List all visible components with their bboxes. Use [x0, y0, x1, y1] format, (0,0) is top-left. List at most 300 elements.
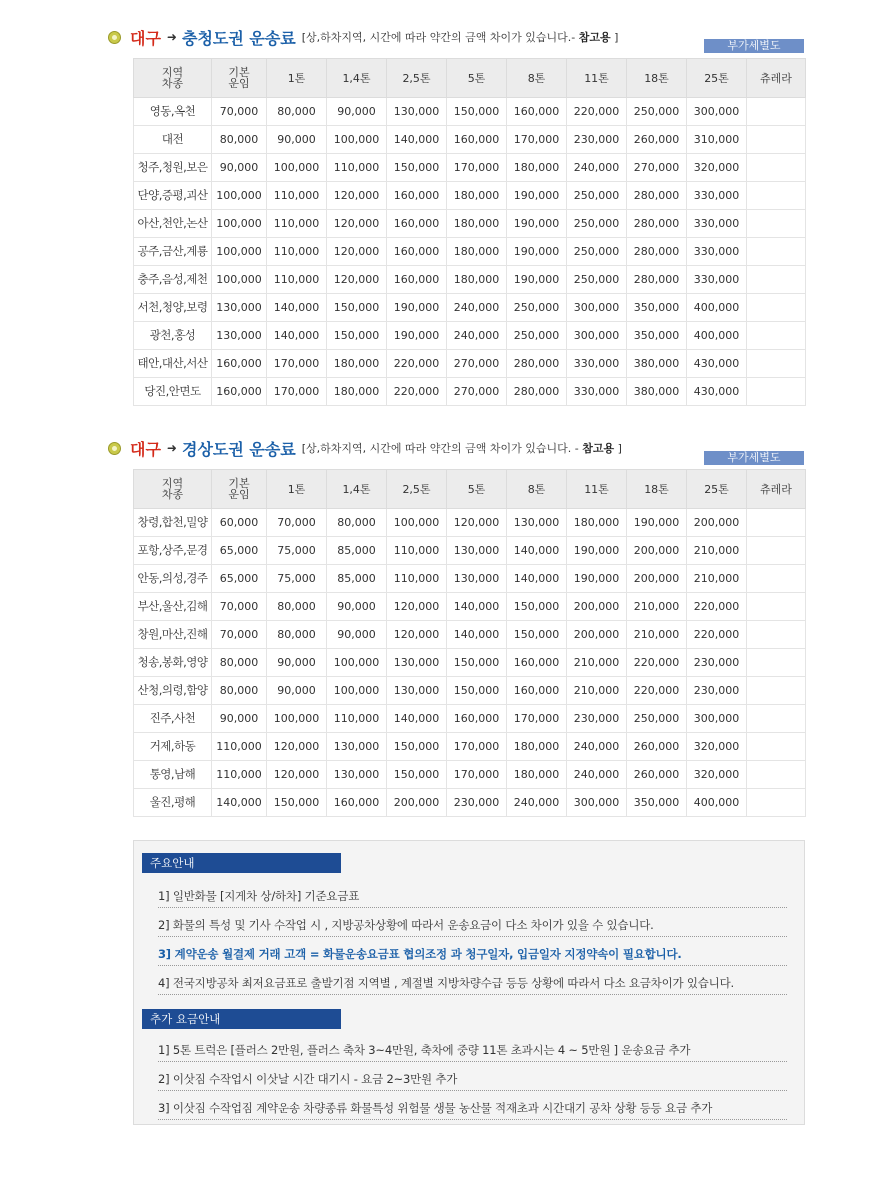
rate-cell: 190,000	[507, 182, 567, 210]
rate-cell: 130,000	[387, 649, 447, 677]
rate-cell: 140,000	[447, 621, 507, 649]
rate-cell: 70,000	[267, 509, 327, 537]
rate-cell: 240,000	[567, 154, 627, 182]
table-row	[134, 789, 806, 817]
rate-cell: 60,000	[212, 509, 267, 537]
rate-cell: 150,000	[327, 322, 387, 350]
rate-cell: 270,000	[627, 154, 687, 182]
rate-cell: 240,000	[567, 733, 627, 761]
origin-city: 대구	[130, 439, 161, 459]
rate-cell: 100,000	[267, 705, 327, 733]
rate-cell: 260,000	[627, 761, 687, 789]
rate-cell: 140,000	[387, 705, 447, 733]
rate-cell: 150,000	[447, 677, 507, 705]
rate-cell: 260,000	[627, 733, 687, 761]
column-header: 2,5톤	[387, 470, 447, 509]
bullet-icon	[108, 31, 121, 44]
rate-cell: 350,000	[627, 789, 687, 817]
column-header: 18톤	[627, 470, 687, 509]
rate-cell	[747, 154, 806, 182]
rate-cell: 210,000	[627, 621, 687, 649]
column-header: 츄레라	[747, 470, 806, 509]
rate-cell: 120,000	[327, 210, 387, 238]
rate-cell: 170,000	[507, 126, 567, 154]
rate-cell: 240,000	[447, 294, 507, 322]
rate-cell: 330,000	[687, 238, 747, 266]
rate-cell: 110,000	[387, 537, 447, 565]
rate-cell: 230,000	[447, 789, 507, 817]
rate-cell	[747, 210, 806, 238]
rate-cell: 100,000	[327, 126, 387, 154]
rate-cell: 90,000	[267, 126, 327, 154]
rate-cell: 90,000	[327, 593, 387, 621]
rate-cell	[747, 126, 806, 154]
table-row	[134, 322, 806, 350]
rate-cell: 140,000	[387, 126, 447, 154]
rate-cell: 220,000	[387, 378, 447, 406]
rate-cell: 400,000	[687, 789, 747, 817]
rate-cell: 180,000	[327, 378, 387, 406]
area-cell: 충주,음성,제천	[134, 266, 212, 294]
table-row	[134, 266, 806, 294]
rate-cell: 190,000	[507, 238, 567, 266]
rate-cell: 100,000	[267, 154, 327, 182]
rate-cell: 150,000	[447, 649, 507, 677]
rate-cell: 190,000	[627, 509, 687, 537]
rate-cell: 250,000	[627, 705, 687, 733]
rate-cell: 75,000	[267, 565, 327, 593]
rate-cell: 170,000	[447, 733, 507, 761]
rate-cell: 140,000	[267, 294, 327, 322]
rate-cell: 300,000	[567, 789, 627, 817]
rate-cell: 430,000	[687, 350, 747, 378]
main-notice-item: 1] 일반화물 [지게차 상/하차] 기준요금표	[158, 888, 787, 908]
rate-cell: 380,000	[627, 350, 687, 378]
rate-cell: 150,000	[387, 733, 447, 761]
rate-cell: 90,000	[267, 677, 327, 705]
rate-cell: 130,000	[387, 98, 447, 126]
column-header: 지역 차종	[134, 470, 212, 509]
rate-cell	[747, 789, 806, 817]
rate-cell	[747, 565, 806, 593]
area-cell: 통영,남해	[134, 761, 212, 789]
rate-cell: 100,000	[327, 677, 387, 705]
rate-cell: 170,000	[267, 350, 327, 378]
table-row	[134, 294, 806, 322]
area-cell: 광천,홍성	[134, 322, 212, 350]
rate-cell: 120,000	[267, 761, 327, 789]
rate-cell: 70,000	[212, 593, 267, 621]
rate-cell: 210,000	[567, 677, 627, 705]
area-cell: 청송,봉화,영양	[134, 649, 212, 677]
rate-cell: 210,000	[567, 649, 627, 677]
rate-cell: 120,000	[327, 266, 387, 294]
rate-cell: 220,000	[687, 621, 747, 649]
area-cell: 당진,안면도	[134, 378, 212, 406]
table-row	[134, 378, 806, 406]
rate-cell: 160,000	[447, 126, 507, 154]
table-row	[134, 593, 806, 621]
rate-cell: 130,000	[507, 509, 567, 537]
column-header: 1,4톤	[327, 59, 387, 98]
rate-cell: 250,000	[627, 98, 687, 126]
rate-cell: 70,000	[212, 98, 267, 126]
rate-cell: 310,000	[687, 126, 747, 154]
rate-cell	[747, 593, 806, 621]
rate-cell: 350,000	[627, 322, 687, 350]
rate-cell: 100,000	[212, 266, 267, 294]
rate-cell: 80,000	[327, 509, 387, 537]
main-notice-item: 2] 화물의 특성 및 기사 수작업 시 , 지방공차상황에 따라서 운송요금이 다소 차이가 있을 수 있습니다.	[158, 917, 787, 937]
rate-cell: 80,000	[212, 649, 267, 677]
table-row	[134, 677, 806, 705]
rate-cell: 160,000	[387, 182, 447, 210]
rate-cell: 200,000	[627, 537, 687, 565]
column-header: 1톤	[267, 470, 327, 509]
main-notice-item: 4] 전국지방공차 최저요금표로 출발기점 지역별 , 계절별 지방차량수급 등등 상황에 따라서 다소 요금차이가 있습니다.	[158, 975, 787, 995]
column-header: 기본 운임	[212, 470, 267, 509]
rate-cell: 90,000	[327, 621, 387, 649]
rate-cell: 80,000	[267, 593, 327, 621]
rate-cell: 100,000	[212, 210, 267, 238]
vat-excluded-badge: 부가세별도	[704, 39, 804, 53]
table-row	[134, 126, 806, 154]
area-cell: 울진,평해	[134, 789, 212, 817]
rate-cell: 120,000	[327, 182, 387, 210]
rate-cell: 250,000	[567, 266, 627, 294]
rate-cell: 140,000	[507, 565, 567, 593]
rate-cell: 110,000	[267, 238, 327, 266]
rate-cell	[747, 705, 806, 733]
rate-cell: 120,000	[387, 621, 447, 649]
rate-cell	[747, 621, 806, 649]
rate-cell: 280,000	[627, 266, 687, 294]
rate-cell: 160,000	[387, 266, 447, 294]
vat-excluded-badge: 부가세별도	[704, 451, 804, 465]
rate-cell: 190,000	[567, 565, 627, 593]
column-header: 2,5톤	[387, 59, 447, 98]
main-notice-item: 3] 계약운송 월결제 거래 고객 = 화물운송요금표 협의조정 과 청구일자, 입금일자 지정약속이 필요합니다.	[158, 946, 787, 966]
table-row	[134, 733, 806, 761]
rate-cell: 270,000	[447, 350, 507, 378]
table-row	[134, 705, 806, 733]
area-cell: 거제,하동	[134, 733, 212, 761]
rate-cell: 90,000	[212, 154, 267, 182]
bullet-icon	[108, 442, 121, 455]
rate-cell: 150,000	[267, 789, 327, 817]
rate-cell: 320,000	[687, 733, 747, 761]
rate-cell	[747, 322, 806, 350]
rate-cell: 90,000	[212, 705, 267, 733]
column-header: 25톤	[687, 59, 747, 98]
rate-cell: 100,000	[387, 509, 447, 537]
rate-cell	[747, 537, 806, 565]
rate-cell: 330,000	[567, 378, 627, 406]
rate-cell: 65,000	[212, 537, 267, 565]
section-heading	[108, 437, 622, 459]
area-cell: 진주,사천	[134, 705, 212, 733]
column-header: 츄레라	[747, 59, 806, 98]
rate-cell: 180,000	[507, 733, 567, 761]
rate-cell: 300,000	[687, 98, 747, 126]
rate-cell: 350,000	[627, 294, 687, 322]
extra-fee-item: 2] 이삿짐 수작업시 이삿날 시간 대기시 - 요금 2~3만원 추가	[158, 1071, 787, 1091]
info-panel	[133, 840, 805, 1125]
rate-cell: 85,000	[327, 565, 387, 593]
rate-cell: 170,000	[447, 154, 507, 182]
extra-fee-item: 3] 이삿짐 수작업짐 계약운송 차량종류 화물특성 위험물 생물 농산물 적재초과 시간대기 공차 상황 등등 요금 추가	[158, 1100, 787, 1120]
rate-cell: 230,000	[687, 677, 747, 705]
rate-cell: 280,000	[627, 210, 687, 238]
rate-cell: 110,000	[267, 210, 327, 238]
area-cell: 공주,금산,계룡	[134, 238, 212, 266]
rate-cell: 400,000	[687, 322, 747, 350]
rate-cell: 100,000	[327, 649, 387, 677]
rate-cell: 120,000	[387, 593, 447, 621]
rate-cell: 110,000	[267, 182, 327, 210]
rate-table	[133, 58, 806, 406]
rate-cell: 150,000	[507, 621, 567, 649]
column-header: 11톤	[567, 59, 627, 98]
area-cell: 부산,울산,김해	[134, 593, 212, 621]
area-cell: 산청,의령,함양	[134, 677, 212, 705]
rate-cell: 400,000	[687, 294, 747, 322]
rate-cell: 190,000	[387, 294, 447, 322]
rate-cell: 250,000	[507, 294, 567, 322]
column-header: 5톤	[447, 470, 507, 509]
area-cell: 영동,옥천	[134, 98, 212, 126]
section-heading	[108, 26, 618, 48]
rate-cell: 130,000	[447, 537, 507, 565]
rate-cell: 320,000	[687, 154, 747, 182]
rate-cell	[747, 350, 806, 378]
column-header: 18톤	[627, 59, 687, 98]
rate-cell	[747, 677, 806, 705]
rate-cell: 150,000	[507, 593, 567, 621]
rate-cell: 190,000	[567, 537, 627, 565]
rate-cell: 140,000	[447, 593, 507, 621]
rate-cell: 190,000	[387, 322, 447, 350]
column-header: 1톤	[267, 59, 327, 98]
rate-cell: 110,000	[327, 154, 387, 182]
rate-cell: 120,000	[327, 238, 387, 266]
rate-cell: 80,000	[212, 126, 267, 154]
rate-cell: 170,000	[447, 761, 507, 789]
rate-cell: 300,000	[567, 294, 627, 322]
rate-cell: 80,000	[267, 98, 327, 126]
rate-cell: 160,000	[507, 677, 567, 705]
rate-cell: 200,000	[387, 789, 447, 817]
rate-cell	[747, 761, 806, 789]
rate-cell: 330,000	[687, 266, 747, 294]
rate-cell: 240,000	[507, 789, 567, 817]
area-cell: 서천,청양,보령	[134, 294, 212, 322]
rate-cell: 140,000	[267, 322, 327, 350]
rate-cell: 180,000	[447, 182, 507, 210]
rate-cell: 130,000	[212, 322, 267, 350]
rate-cell: 130,000	[212, 294, 267, 322]
area-cell: 안동,의성,경주	[134, 565, 212, 593]
table-row	[134, 537, 806, 565]
rate-cell: 80,000	[212, 677, 267, 705]
area-cell: 아산,천안,논산	[134, 210, 212, 238]
rate-cell: 210,000	[687, 537, 747, 565]
rate-cell: 300,000	[687, 705, 747, 733]
rate-cell: 140,000	[212, 789, 267, 817]
rate-cell: 250,000	[507, 322, 567, 350]
table-header-row	[134, 59, 806, 98]
rate-cell: 140,000	[507, 537, 567, 565]
rate-cell: 230,000	[567, 705, 627, 733]
rate-cell: 330,000	[687, 210, 747, 238]
area-cell: 청주,청원,보은	[134, 154, 212, 182]
rate-cell	[747, 649, 806, 677]
rate-cell: 90,000	[267, 649, 327, 677]
table-row	[134, 761, 806, 789]
rate-cell: 160,000	[447, 705, 507, 733]
extra-fee-title: 추가 요금안내	[142, 1009, 341, 1029]
rate-cell: 280,000	[627, 238, 687, 266]
rate-cell: 380,000	[627, 378, 687, 406]
rate-cell: 160,000	[387, 210, 447, 238]
rate-cell: 180,000	[327, 350, 387, 378]
area-cell: 태안,대산,서산	[134, 350, 212, 378]
rate-cell	[747, 378, 806, 406]
main-notice-title: 주요안내	[142, 853, 341, 873]
rate-cell	[747, 182, 806, 210]
rate-cell: 120,000	[447, 509, 507, 537]
rate-cell: 160,000	[507, 98, 567, 126]
table-row	[134, 565, 806, 593]
table-row	[134, 649, 806, 677]
rate-cell: 180,000	[447, 210, 507, 238]
column-header: 8톤	[507, 59, 567, 98]
rate-cell	[747, 98, 806, 126]
rate-cell: 120,000	[267, 733, 327, 761]
reference-note: [상,하차지역, 시간에 따라 약간의 금액 차이가 있습니다.- 참고용 ]	[301, 31, 619, 44]
rate-cell: 220,000	[567, 98, 627, 126]
rate-cell: 110,000	[212, 761, 267, 789]
table-row	[134, 238, 806, 266]
rate-cell: 80,000	[267, 621, 327, 649]
rate-cell: 200,000	[627, 565, 687, 593]
rate-cell: 130,000	[327, 761, 387, 789]
table-row	[134, 182, 806, 210]
rate-cell: 250,000	[567, 210, 627, 238]
area-cell: 창원,마산,진해	[134, 621, 212, 649]
rate-cell: 180,000	[507, 761, 567, 789]
rate-cell: 150,000	[327, 294, 387, 322]
rate-cell: 170,000	[267, 378, 327, 406]
rate-cell: 180,000	[507, 154, 567, 182]
rate-cell: 65,000	[212, 565, 267, 593]
rate-cell: 230,000	[687, 649, 747, 677]
column-header: 지역 차종	[134, 59, 212, 98]
rate-cell: 100,000	[212, 238, 267, 266]
area-cell: 단양,증평,괴산	[134, 182, 212, 210]
rate-cell: 90,000	[327, 98, 387, 126]
rate-cell: 240,000	[447, 322, 507, 350]
rate-cell: 330,000	[567, 350, 627, 378]
rate-cell: 150,000	[387, 154, 447, 182]
rate-cell: 85,000	[327, 537, 387, 565]
origin-city: 대구	[130, 28, 161, 48]
column-header: 11톤	[567, 470, 627, 509]
extra-fee-item: 1] 5톤 트럭은 [플러스 2만원, 플러스 축차 3~4만원, 축차에 중량 11톤 초과시는 4 ~ 5만원 ] 운송요금 추가	[158, 1042, 787, 1062]
rate-cell: 150,000	[447, 98, 507, 126]
rate-cell: 430,000	[687, 378, 747, 406]
rate-cell: 100,000	[212, 182, 267, 210]
rate-cell: 260,000	[627, 126, 687, 154]
rate-cell: 220,000	[387, 350, 447, 378]
rate-cell: 270,000	[447, 378, 507, 406]
table-row	[134, 154, 806, 182]
rate-cell: 330,000	[687, 182, 747, 210]
rate-cell	[747, 238, 806, 266]
rate-cell: 200,000	[567, 593, 627, 621]
rate-cell: 280,000	[627, 182, 687, 210]
rate-cell: 180,000	[567, 509, 627, 537]
rate-cell: 150,000	[387, 761, 447, 789]
rate-cell: 160,000	[327, 789, 387, 817]
rate-cell	[747, 266, 806, 294]
rate-cell	[747, 509, 806, 537]
table-row	[134, 350, 806, 378]
rate-cell: 190,000	[507, 210, 567, 238]
table-row	[134, 210, 806, 238]
rate-cell: 70,000	[212, 621, 267, 649]
rate-cell: 110,000	[267, 266, 327, 294]
table-row	[134, 621, 806, 649]
rate-cell	[747, 294, 806, 322]
table-row	[134, 98, 806, 126]
region-title: 경상도권 운송료	[181, 439, 296, 459]
table-row	[134, 509, 806, 537]
rate-cell: 210,000	[687, 565, 747, 593]
rate-cell: 230,000	[567, 126, 627, 154]
rate-cell: 320,000	[687, 761, 747, 789]
rate-table	[133, 469, 806, 817]
rate-cell: 200,000	[567, 621, 627, 649]
column-header: 기본 운임	[212, 59, 267, 98]
rate-cell: 220,000	[687, 593, 747, 621]
rate-cell: 130,000	[447, 565, 507, 593]
column-header: 5톤	[447, 59, 507, 98]
rate-cell: 220,000	[627, 649, 687, 677]
reference-note: [상,하차지역, 시간에 따라 약간의 금액 차이가 있습니다. - 참고용 ]	[301, 442, 622, 455]
rate-cell: 280,000	[507, 378, 567, 406]
area-cell: 대전	[134, 126, 212, 154]
rate-cell: 170,000	[507, 705, 567, 733]
rate-cell: 110,000	[387, 565, 447, 593]
rate-cell: 190,000	[507, 266, 567, 294]
rate-cell: 240,000	[567, 761, 627, 789]
rate-cell: 110,000	[212, 733, 267, 761]
rate-cell	[747, 733, 806, 761]
column-header: 25톤	[687, 470, 747, 509]
rate-cell: 160,000	[507, 649, 567, 677]
rate-cell: 75,000	[267, 537, 327, 565]
rate-cell: 180,000	[447, 238, 507, 266]
area-cell: 포항,상주,문경	[134, 537, 212, 565]
rate-cell: 210,000	[627, 593, 687, 621]
column-header: 8톤	[507, 470, 567, 509]
rate-cell: 160,000	[212, 378, 267, 406]
rate-cell: 160,000	[387, 238, 447, 266]
rate-cell: 160,000	[212, 350, 267, 378]
area-cell: 창령,합천,밀양	[134, 509, 212, 537]
rate-cell: 110,000	[327, 705, 387, 733]
